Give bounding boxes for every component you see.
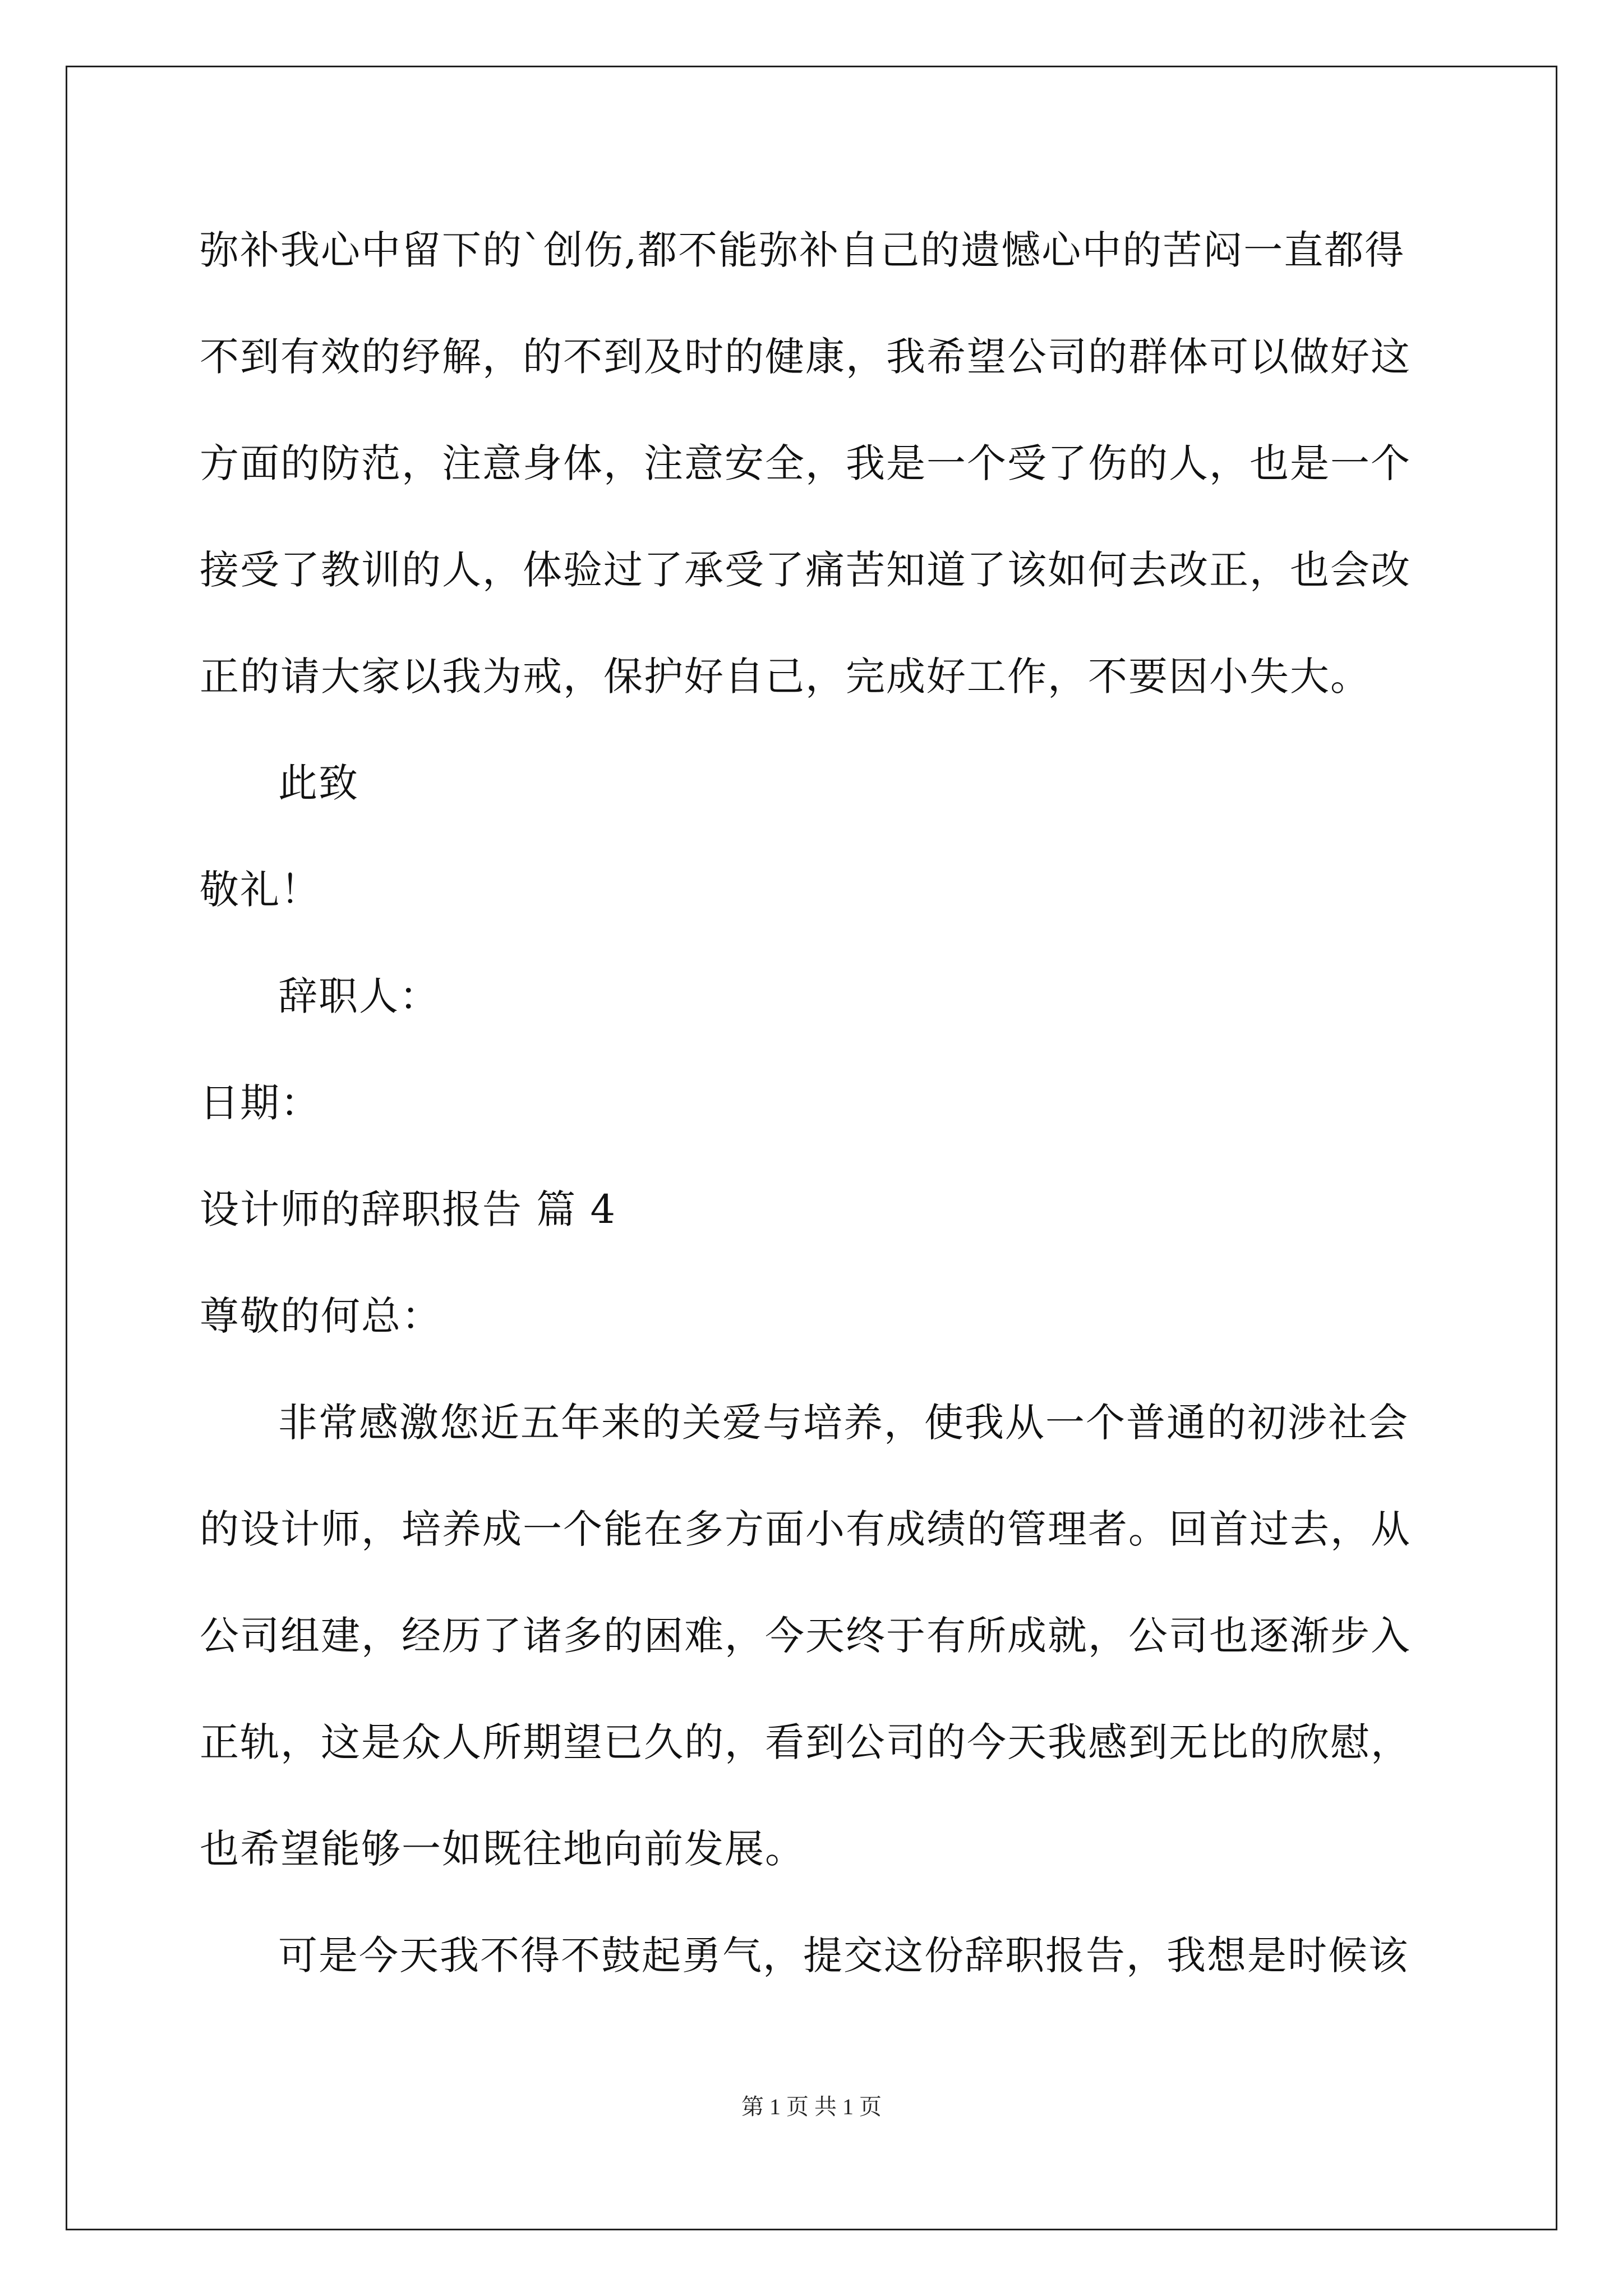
resigner-label: 辞职人： [278,973,440,1019]
closing-text: 敬礼！ [200,867,321,913]
date-label: 日期： [200,1080,321,1126]
body-text-line: 正的请大家以我为戒，保护好自己，完成好工作，不要因小失大。 [200,654,1371,700]
body-text-line: 公司组建，经历了诸多的困难，今天终于有所成就，公司也逐渐步入 [200,1613,1411,1659]
page-footer: 第 1 页 共 1 页 [741,2094,882,2119]
section-heading: 设计师的辞职报告 篇 4 [200,1186,617,1232]
body-text-line: 也希望能够一如既往地向前发展。 [200,1826,805,1872]
body-text-line: 接受了教训的人，体验过了承受了痛苦知道了该如何去改正，也会改 [200,547,1411,593]
body-text-line: 正轨，这是众人所期望已久的，看到公司的今天我感到无比的欣慰， [200,1719,1411,1765]
greeting-text: 尊敬的何总： [200,1293,442,1339]
body-text-line: 方面的防范，注意身体，注意安全，我是一个受了伤的人，也是一个 [200,440,1411,486]
body-text-line: 非常感激您近五年来的关爱与培养，使我从一个普通的初涉社会 [278,1400,1409,1446]
body-text-line: 的设计师，培养成一个能在多方面小有成绩的管理者。回首过去，从 [200,1506,1411,1552]
page-frame [66,66,1557,2230]
body-text-line: 可是今天我不得不鼓起勇气，提交这份辞职报告，我想是时候该 [278,1932,1409,1978]
body-text-line: 不到有效的纾解，的不到及时的健康，我希望公司的群体可以做好这 [200,334,1411,380]
salutation-text: 此致 [278,760,359,806]
body-text-line: 弥补我心中留下的`创伤,都不能弥补自己的遗憾心中的苦闷一直都得 [200,227,1405,273]
